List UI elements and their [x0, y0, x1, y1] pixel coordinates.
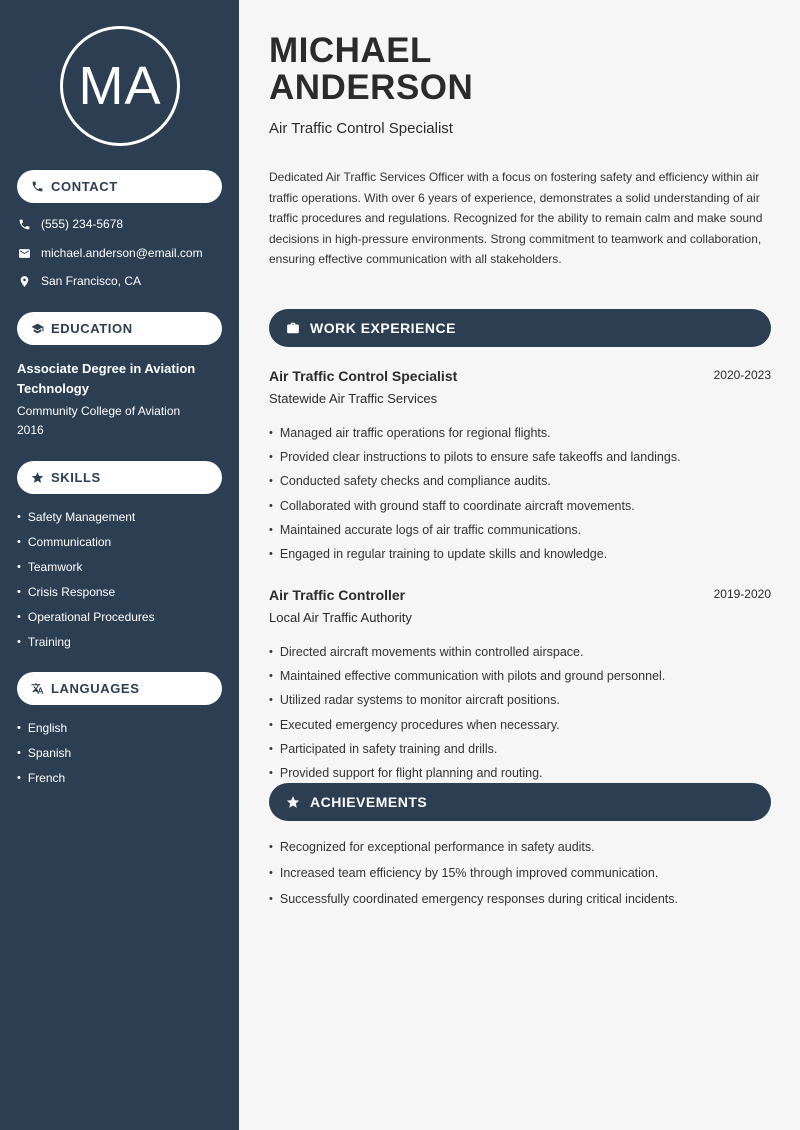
profile-summary: Dedicated Air Traffic Services Officer with a focus on fostering safety and efficiency within air traffic operations. With over 6 years of experience, demonstrates a solid understanding of air traffic procedures and regulations. Recognized for the ability to remain calm and make sound decisions in high-pressure environments. Strong commitment to teamwork and collaboration, ensuring effective communication with all stakeholders.	[269, 170, 763, 266]
job-bullet: • Maintained effective communication with pilots and ground personnel.	[269, 664, 769, 688]
contact-location	[17, 274, 141, 288]
achievements-heading	[269, 783, 771, 821]
candidate-title: Air Traffic Control Specialist	[269, 120, 453, 137]
job-dates: 2020-2023	[713, 368, 771, 382]
languages-heading	[17, 672, 222, 705]
skill-item: • Teamwork	[17, 554, 155, 579]
job-bullet: • Utilized radar systems to monitor aircraft positions.	[269, 688, 769, 712]
language-item: • Spanish	[17, 740, 71, 765]
languages-list	[17, 715, 71, 790]
mail-icon	[17, 246, 31, 260]
contact-phone[interactable]	[17, 217, 123, 231]
graduation-cap-icon	[31, 322, 44, 335]
contact-heading-label: CONTACT	[51, 179, 118, 194]
contact-email[interactable]	[17, 246, 203, 260]
job-title: Air Traffic Control Specialist	[269, 368, 458, 384]
skill-item: • Operational Procedures	[17, 604, 155, 629]
briefcase-icon	[286, 321, 300, 335]
language-item: • English	[17, 715, 71, 740]
education-year: 2016	[17, 423, 44, 437]
job-bullet: • Engaged in regular training to update skills and knowledge.	[269, 542, 769, 566]
education-school: Community College of Aviation	[17, 404, 181, 418]
education-heading	[17, 312, 222, 345]
job-bullet: • Provided support for flight planning and routing.	[269, 761, 769, 785]
skill-item: • Crisis Response	[17, 579, 155, 604]
candidate-name	[269, 32, 473, 106]
education-degree: Associate Degree in Aviation Technology	[17, 361, 196, 396]
language-item: • French	[17, 765, 71, 790]
job-bullet: • Participated in safety training and drills.	[269, 737, 769, 761]
job-bullets	[269, 421, 769, 566]
job-dates: 2019-2020	[713, 587, 771, 601]
job-bullet: • Maintained accurate logs of air traffic communications.	[269, 518, 769, 542]
job-company: Statewide Air Traffic Services	[269, 391, 438, 406]
job-bullets	[269, 640, 769, 785]
languages-heading-label: LANGUAGES	[51, 681, 140, 696]
contact-email-text: michael.anderson@email.com	[41, 246, 203, 260]
job-company: Local Air Traffic Authority	[269, 610, 412, 625]
skills-heading	[17, 461, 222, 494]
job-bullet: • Provided clear instructions to pilots to ensure safe takeoffs and landings.	[269, 445, 769, 469]
location-pin-icon	[17, 274, 31, 288]
name-line-last: ANDERSON	[269, 68, 474, 107]
skills-heading-label: SKILLS	[51, 470, 101, 485]
work-experience-heading	[269, 309, 771, 347]
contact-heading	[17, 170, 222, 203]
job-bullet: • Collaborated with ground staff to coordinate aircraft movements.	[269, 494, 769, 518]
main-content	[239, 0, 800, 1130]
skill-item: • Safety Management	[17, 504, 155, 529]
work-experience-heading-label: WORK EXPERIENCE	[310, 320, 456, 336]
job-bullet: • Executed emergency procedures when necessary.	[269, 713, 769, 737]
job-title: Air Traffic Controller	[269, 587, 406, 603]
star-icon	[31, 471, 44, 484]
avatar-initials: MA	[60, 26, 180, 146]
phone-icon	[17, 217, 31, 231]
job-bullet: • Directed aircraft movements within controlled airspace.	[269, 640, 769, 664]
skills-list	[17, 504, 155, 654]
achievement-item: • Recognized for exceptional performance in safety audits.	[269, 834, 769, 860]
translate-icon	[31, 682, 44, 695]
job-bullet: • Managed air traffic operations for regional flights.	[269, 421, 769, 445]
phone-icon	[31, 180, 44, 193]
job-bullet: • Conducted safety checks and compliance audits.	[269, 469, 769, 493]
contact-phone-text: (555) 234-5678	[41, 217, 124, 231]
star-icon	[286, 795, 300, 809]
skill-item: • Training	[17, 629, 155, 654]
education-heading-label: EDUCATION	[51, 321, 133, 336]
skill-item: • Communication	[17, 529, 155, 554]
achievements-list	[269, 834, 769, 912]
achievements-heading-label: ACHIEVEMENTS	[310, 794, 428, 810]
contact-location-text: San Francisco, CA	[41, 274, 142, 288]
sidebar	[0, 0, 239, 1130]
achievement-item: • Increased team efficiency by 15% through improved communication.	[269, 860, 769, 886]
achievement-item: • Successfully coordinated emergency responses during critical incidents.	[269, 886, 769, 912]
name-line-first: MICHAEL	[269, 31, 432, 70]
